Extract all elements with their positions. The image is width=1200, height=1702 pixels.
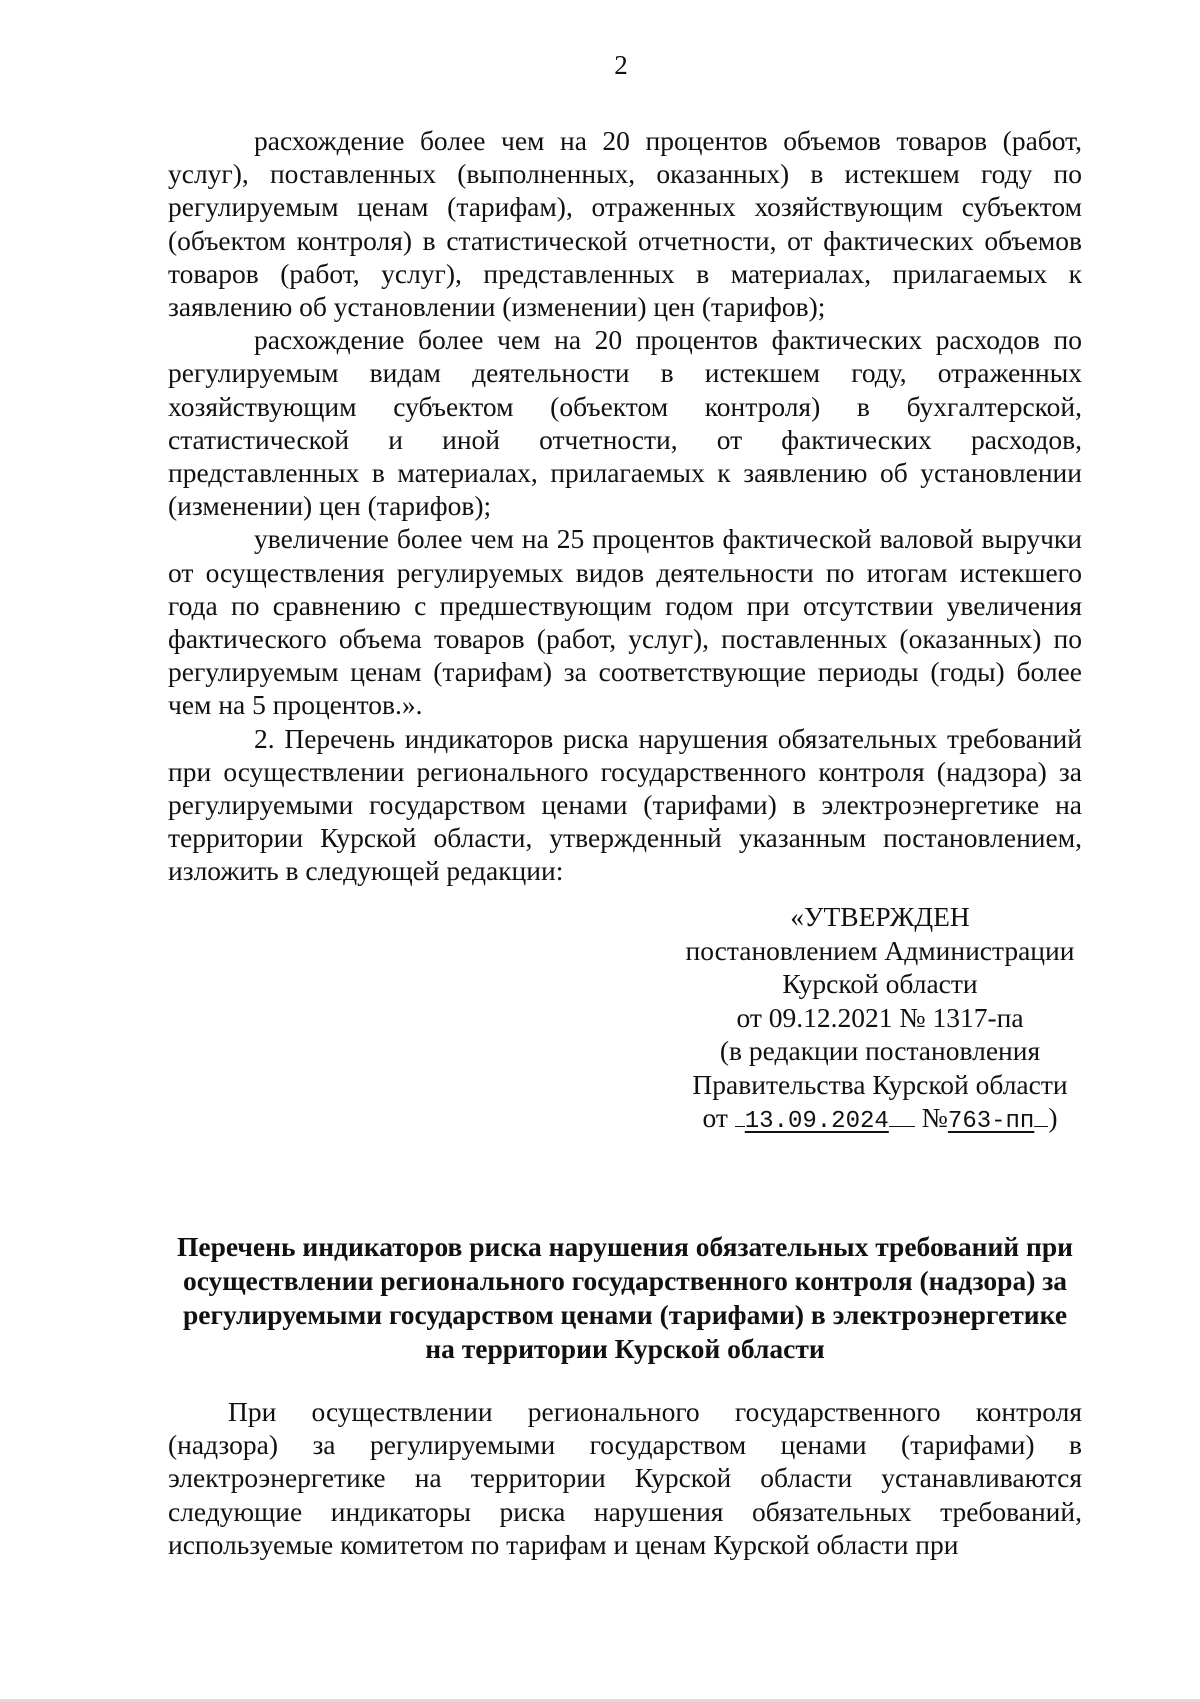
approval-line: от 09.12.2021 № 1317-па xyxy=(736,1001,1024,1033)
closing-paren: ) xyxy=(1048,1102,1058,1133)
approval-line: постановлением Администрации xyxy=(685,934,1075,966)
document-title: Перечень индикаторов риска нарушения обязательных требований при осуществлении регионального государственного контроля (надзора) за регулируемыми государством ценами (тарифами) в электроэнергетике на территории Курской области xyxy=(176,1231,1074,1364)
body-text-top xyxy=(168,124,1082,888)
approval-line: Правительства Курской области xyxy=(692,1068,1068,1100)
number-prefix: № xyxy=(921,1102,948,1133)
resolution-number: 763-пп xyxy=(947,1108,1035,1135)
approval-date-line xyxy=(660,1101,1100,1139)
body-text-bottom xyxy=(168,1395,1082,1561)
approval-stamp-block xyxy=(660,900,1100,1139)
date-prefix: от xyxy=(702,1102,728,1133)
paragraph-item-2: 2. Перечень индикаторов риска нарушения обязательных требований при осуществлении регионального государственного контроля (надзора) за регулируемыми государством ценами (тарифами) в электроэнергетике на территории Курской области, утвержденный указанным постановлением, изложить в следующей редакции: xyxy=(168,722,1082,887)
approval-line: «УТВЕРЖДЕН xyxy=(790,901,970,932)
approval-line: (в редакции постановления xyxy=(719,1035,1041,1066)
paragraph-volume-discrepancy: расхождение более чем на 20 процентов объемов товаров (работ, услуг), поставленных (выполненных, оказанных) в истекшем году по регулируемым ценам (тарифам), отраженных хозяйствующим субъектом (объектом контроля) в статистической отчетности, от фактических объемов товаров (работ, услуг), представленных в материалах, прилагаемых к заявлению об установлении (изменении) цен (тарифов); xyxy=(168,125,1082,323)
paragraph-expense-discrepancy: расхождение более чем на 20 процентов фактических расходов по регулируемым видам деятельности в истекшем году, отраженных хозяйствующим субъектом (объектом контроля) в бухгалтерской, статистической и иной отчетности, от фактических расходов, представленных в материалах, прилагаемых к заявлению об установлении (изменении) цен (тарифов); xyxy=(168,324,1082,522)
page-number: 2 xyxy=(614,50,628,80)
approval-line: Курской области xyxy=(782,968,978,999)
paragraph-intro: При осуществлении регионального государственного контроля (надзора) за регулируемыми государством ценами (тарифами) в электроэнергетике на территории Курской области устанавливаются следующие индикаторы риска нарушения обязательных требований, используемые комитетом по тарифам и ценам Курской области при xyxy=(168,1396,1082,1560)
resolution-date: 13.09.2024 xyxy=(744,1108,889,1135)
paragraph-revenue-increase: увеличение более чем на 25 процентов фактической валовой выручки от осуществления регулируемых видов деятельности по итогам истекшего года по сравнению с предшествующим годом при отсутствии увеличения фактического объема товаров (работ, услуг), поставленных (оказанных) по регулируемым ценам (тарифам) за соответствующие периоды (годы) более чем на 5 процентов.». xyxy=(168,523,1082,721)
